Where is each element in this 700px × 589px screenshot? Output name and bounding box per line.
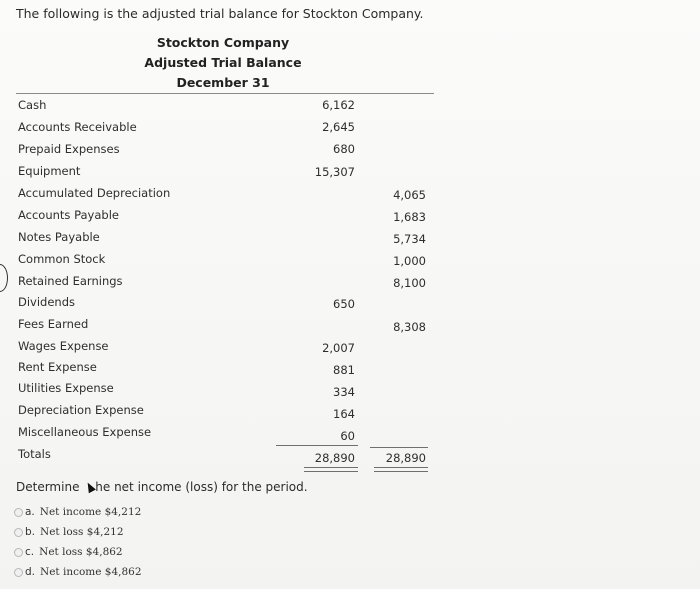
statement-date: December 31 [176,75,270,90]
debit-amount: 881 [333,363,355,377]
header-rule [16,93,434,94]
debit-amount: 680 [333,142,355,156]
question-part: Determine [16,480,84,494]
debit-amount: 60 [340,429,355,443]
option-c[interactable]: c. Net loss $4,862 [14,546,123,558]
option-d[interactable]: d. Net income $4,862 [14,566,142,578]
credit-amount: 8,100 [393,276,426,290]
totals-label: Totals [18,447,51,461]
question-text [16,480,308,494]
debit-amount: 2,007 [322,341,355,355]
radio-icon[interactable] [14,508,23,517]
option-text: Net loss $4,212 [40,526,124,538]
account-name: Accounts Receivable [18,120,137,134]
option-text: Net loss $4,862 [39,546,123,558]
debit-amount: 2,645 [322,120,355,134]
account-name: Rent Expense [18,360,97,374]
account-name: Dividends [18,295,76,309]
question-part: he net income (loss) for the period. [95,480,308,494]
account-name: Notes Payable [18,230,100,244]
account-name: Depreciation Expense [18,403,144,417]
debit-total: 28,890 [314,451,355,465]
credit-sum-rule [370,447,428,448]
account-name: Cash [18,98,47,112]
account-name: Common Stock [18,252,106,266]
option-text: Net income $4,212 [39,506,142,518]
option-a[interactable]: a. Net income $4,212 [14,506,141,518]
credit-double-rule [374,467,428,472]
debit-amount: 650 [333,297,355,311]
option-text: Net income $4,862 [40,566,142,578]
radio-icon[interactable] [14,568,23,577]
debit-sum-rule [276,445,358,446]
statement-title: Adjusted Trial Balance [144,55,302,70]
debit-amount: 334 [333,385,355,399]
credit-amount: 4,065 [393,188,426,202]
radio-icon[interactable] [14,548,23,557]
account-name: Accumulated Depreciation [18,186,171,200]
debit-double-rule [304,467,358,472]
debit-amount: 15,307 [314,165,355,179]
account-name: Fees Earned [18,317,89,331]
debit-amount: 6,162 [322,98,355,112]
company-name: Stockton Company [156,35,290,50]
account-name: Retained Earnings [18,274,123,288]
debit-amount: 164 [333,407,355,421]
account-name: Prepaid Expenses [18,142,120,156]
cropped-edge-mark [0,264,8,292]
account-name: Equipment [18,164,81,178]
intro-text: The following is the adjusted trial balance for Stockton Company. [16,6,424,21]
account-name: Miscellaneous Expense [18,425,152,439]
account-name: Utilities Expense [18,381,114,395]
credit-amount: 1,683 [393,210,426,224]
option-b[interactable]: b. Net loss $4,212 [14,526,124,538]
account-name: Accounts Payable [18,208,119,222]
credit-amount: 5,734 [393,232,426,246]
radio-icon[interactable] [14,528,23,537]
account-name: Wages Expense [18,339,109,353]
credit-amount: 8,308 [393,320,426,334]
credit-total: 28,890 [385,451,426,465]
credit-amount: 1,000 [393,254,426,268]
